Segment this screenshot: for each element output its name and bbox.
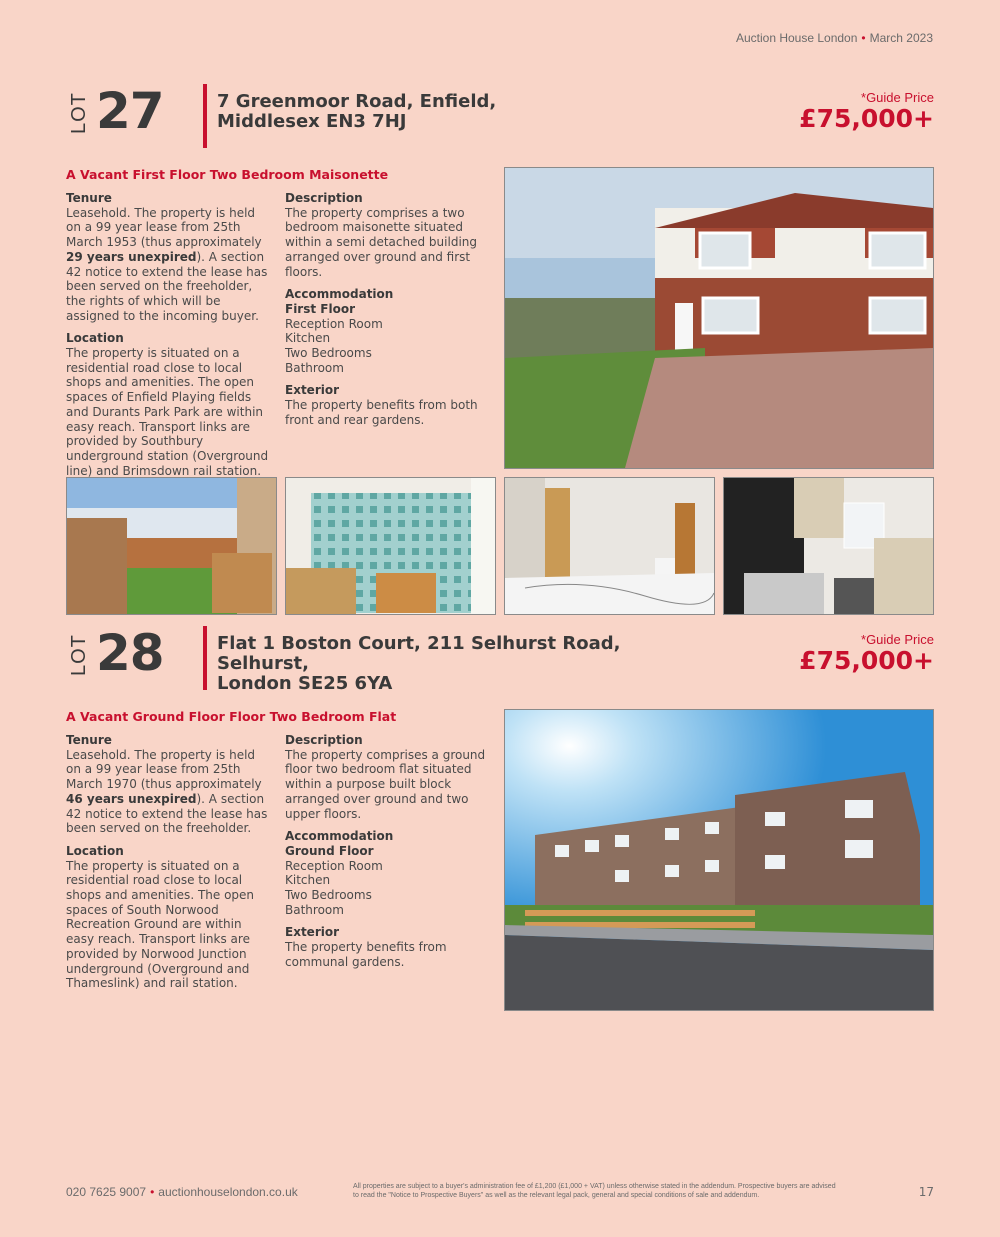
room-item: Reception Room [285, 858, 383, 873]
lot-27-reception-photo[interactable] [285, 477, 496, 615]
room-item: Reception Room [285, 316, 383, 331]
legal-disclaimer: All properties are subject to a buyer's administration fee of £1,200 (£1,000 + VAT) unless otherwise stated in the addendum. Prospective buyers are advised to read the "Notice to Prospective Buyers" as well as the relevant legal pack, general and special conditions of sale and addendum. [353, 1183, 836, 1199]
lease-remaining: 46 years unexpired [66, 791, 197, 806]
property-address [217, 92, 717, 132]
accommodation-heading: Accommodation [285, 287, 394, 302]
exterior-text: The property benefits from communal gardens. [285, 940, 447, 969]
lot-label [66, 632, 96, 692]
floor-label: First Floor [285, 301, 356, 316]
guide-price-label: *Guide Price [861, 90, 934, 105]
exterior-heading: Exterior [285, 383, 340, 398]
tenure-text: Leasehold. The property is held on a 99 year lease from 25th March 1953 (thus approximately 29 years unexpired). A section 42 notice to extend the lease has been served on the freeholder, the rights of which will be assigned to the incoming buyer. [66, 205, 268, 323]
accommodation-heading: Accommodation [285, 829, 394, 844]
tenure-heading: Tenure [66, 733, 112, 747]
lot-28-main-photo[interactable] [504, 709, 934, 1011]
guide-price: £75,000+ [799, 104, 934, 133]
separator-dot: • [150, 1185, 155, 1199]
room-item: Bathroom [285, 360, 344, 375]
address-line-2: Middlesex EN3 7HJ [217, 111, 407, 132]
tenure-heading: Tenure [66, 191, 112, 205]
phone-number[interactable]: 020 7625 9007 [66, 1185, 147, 1199]
page-number: 17 [918, 1185, 934, 1199]
room-item: Kitchen [285, 873, 331, 888]
website-link[interactable]: auctionhouselondon.co.uk [158, 1185, 298, 1199]
issue-date: March 2023 [869, 31, 933, 45]
footer-contact [66, 1185, 298, 1199]
left-column [66, 191, 272, 486]
guide-price: £75,000+ [799, 646, 934, 675]
lot-number: 28 [96, 624, 164, 682]
room-item: Two Bedrooms [285, 346, 372, 361]
description-heading: Description [285, 733, 363, 747]
lot-label [66, 90, 96, 150]
location-text: The property is situated on a residential road close to local shops and amenities. The open spaces of Enfield Playing fields and Durants Park Park are within easy reach. Transport links are provided by Southbury underground station (Overground line) and Brimsdown rail station. [66, 346, 269, 478]
lot-word: LOT [68, 634, 90, 676]
right-column [285, 733, 495, 978]
description-heading: Description [285, 191, 363, 205]
description-text: The property comprises a two bedroom maisonette situated within a semi detached building arranged over ground and first floors. [285, 205, 477, 279]
location-heading: Location [66, 843, 124, 858]
lot-word: LOT [68, 92, 90, 134]
tenure-text: Leasehold. The property is held on a 99 year lease from 25th March 1970 (thus approximately 46 years unexpired). A section 42 notice to extend the lease has been served on the freeholder. [66, 747, 268, 836]
lot-27-main-photo[interactable] [504, 167, 934, 469]
exterior-heading: Exterior [285, 925, 340, 940]
divider-bar [203, 84, 207, 148]
property-address [217, 634, 717, 694]
rooms-list [285, 859, 495, 918]
floor-label: Ground Floor [285, 843, 374, 858]
description-text: The property comprises a ground floor two bedroom flat situated within a purpose built block arranged over ground and two upper floors. [285, 747, 486, 821]
company-name: Auction House London [735, 31, 858, 45]
separator-dot: • [861, 31, 866, 45]
divider-bar [203, 626, 207, 690]
guide-price-box [799, 632, 934, 675]
lot-number: 27 [96, 82, 164, 140]
lease-remaining: 29 years unexpired [66, 249, 197, 264]
lot-27-bedroom-photo[interactable] [504, 477, 715, 615]
address-line-2: London SE25 6YA [217, 673, 393, 694]
address-line-1: Flat 1 Boston Court, 211 Selhurst Road, Selhurst, [217, 633, 621, 674]
lot-27-kitchen-photo[interactable] [723, 477, 934, 615]
location-heading: Location [66, 331, 124, 346]
exterior-text: The property benefits from both front and rear gardens. [285, 398, 478, 427]
lot-subtitle: A Vacant Ground Floor Floor Two Bedroom Flat [66, 709, 397, 724]
location-text: The property is situated on a residential road close to local shops and amenities. The open spaces of South Norwood Recreation Ground are within easy reach. Transport links are provided by Norwood Junction underground (Overground and Thameslink) and rail station. [66, 858, 255, 991]
rooms-list [285, 317, 495, 376]
lot-27-garden-photo[interactable] [66, 477, 277, 615]
page-header [736, 31, 933, 45]
right-column [285, 191, 495, 436]
lot-subtitle: A Vacant First Floor Two Bedroom Maisonette [66, 167, 389, 182]
room-item: Kitchen [285, 331, 331, 346]
address-line-1: 7 Greenmoor Road, Enfield, [217, 91, 497, 112]
guide-price-box [799, 90, 934, 133]
left-column [66, 733, 272, 999]
room-item: Two Bedrooms [285, 888, 372, 903]
room-item: Bathroom [285, 902, 344, 917]
guide-price-label: *Guide Price [861, 632, 934, 647]
